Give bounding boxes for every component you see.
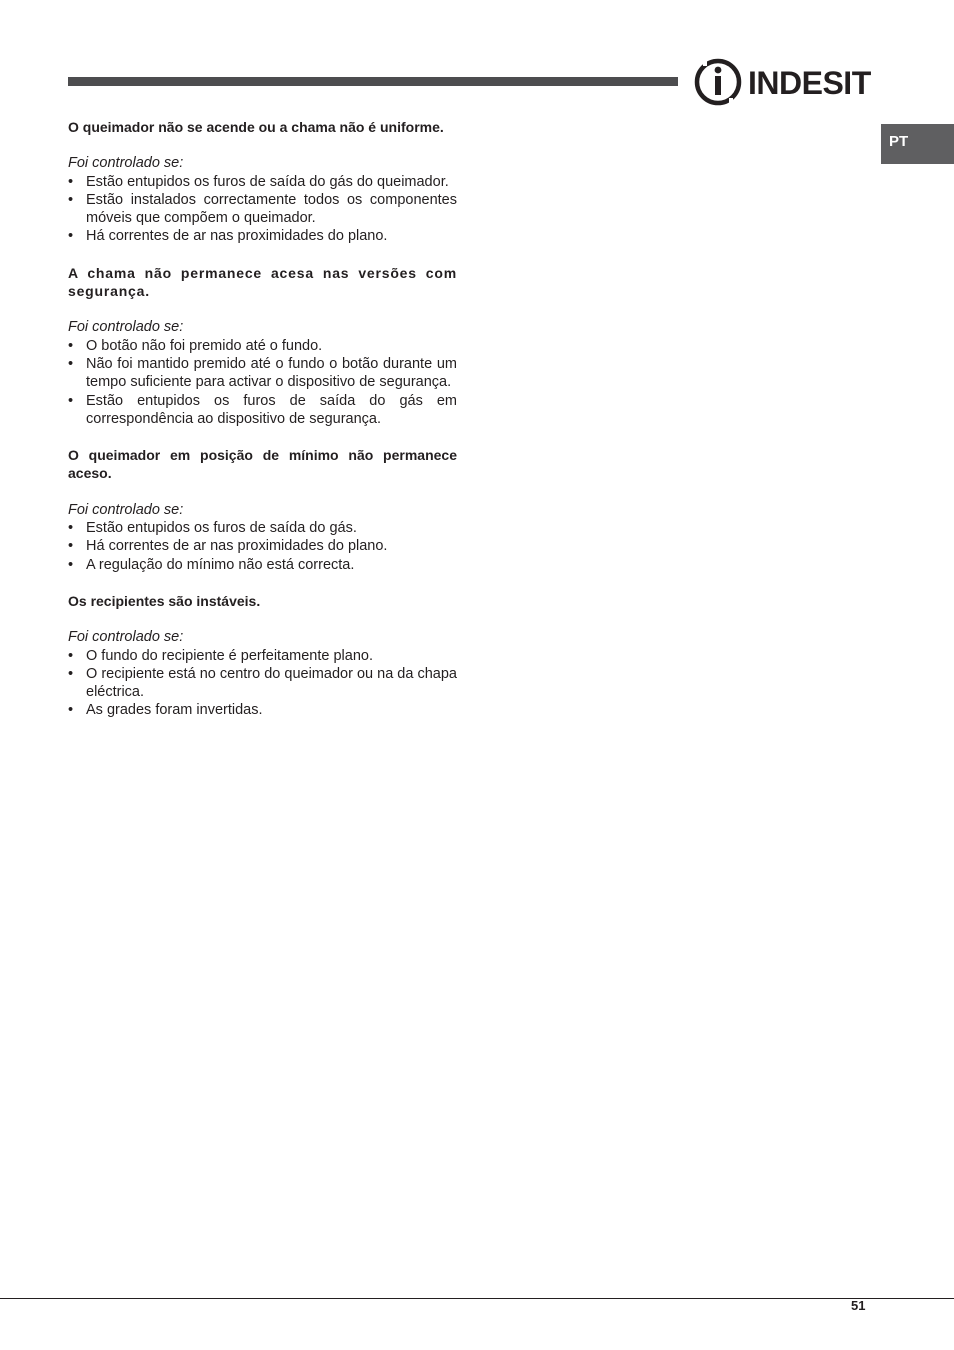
list-item: • Há correntes de ar nas proximidades do plano. xyxy=(68,227,457,245)
svg-text:INDESIT: INDESIT xyxy=(748,65,871,101)
list-item: • Estão entupidos os furos de saída do gás. xyxy=(68,519,457,537)
list-item: • Estão entupidos os furos de saída do gás em correspondência ao dispositivo de segurança. xyxy=(68,392,457,429)
check-label: Foi controlado se: xyxy=(68,501,184,518)
list-item: • Não foi mantido premido até o fundo o botão durante um tempo suficiente para activar o dispositivo de segurança. xyxy=(68,355,457,392)
section-unstable-containers xyxy=(68,592,457,720)
check-label: Foi controlado se: xyxy=(68,629,184,646)
indesit-logo-icon xyxy=(693,57,871,107)
section-heading: O queimador não se acende ou a chama não é uniforme. xyxy=(68,119,444,135)
check-list xyxy=(68,337,457,428)
troubleshooting-content xyxy=(68,118,457,738)
section-heading: O queimador em posição de mínimo não permanece aceso. xyxy=(68,447,457,482)
section-heading: Os recipientes são instáveis. xyxy=(68,592,261,609)
list-item: • O recipiente está no centro do queimador ou na da chapa eléctrica. xyxy=(68,665,457,702)
check-list xyxy=(68,519,457,574)
page-number: 51 xyxy=(851,1298,866,1313)
list-item: • As grades foram invertidas. xyxy=(68,701,457,719)
list-item: • Estão instalados correctamente todos os componentes móveis que compõem o queimador. xyxy=(68,191,457,228)
section-heading: A chama não permanece acesa nas versões com segurança. xyxy=(68,264,457,300)
list-item: • Estão entupidos os furos de saída do gás do queimador. xyxy=(68,173,457,191)
list-item: • Há correntes de ar nas proximidades do plano. xyxy=(68,537,457,555)
list-item: • O botão não foi premido até o fundo. xyxy=(68,337,457,355)
list-item: • A regulação do mínimo não está correcta. xyxy=(68,556,457,574)
indesit-logo xyxy=(693,57,871,107)
check-label: Foi controlado se: xyxy=(68,155,184,172)
language-tab: PT xyxy=(881,124,954,164)
list-item: • O fundo do recipiente é perfeitamente plano. xyxy=(68,647,457,665)
footer-rule xyxy=(0,1298,954,1299)
section-minimum-position xyxy=(68,446,457,574)
check-label: Foi controlado se: xyxy=(68,319,184,336)
check-list xyxy=(68,647,457,720)
section-flame-not-staying-lit xyxy=(68,264,457,428)
section-burner-not-lighting xyxy=(68,118,457,246)
header-rule xyxy=(68,77,678,86)
check-list xyxy=(68,173,457,246)
